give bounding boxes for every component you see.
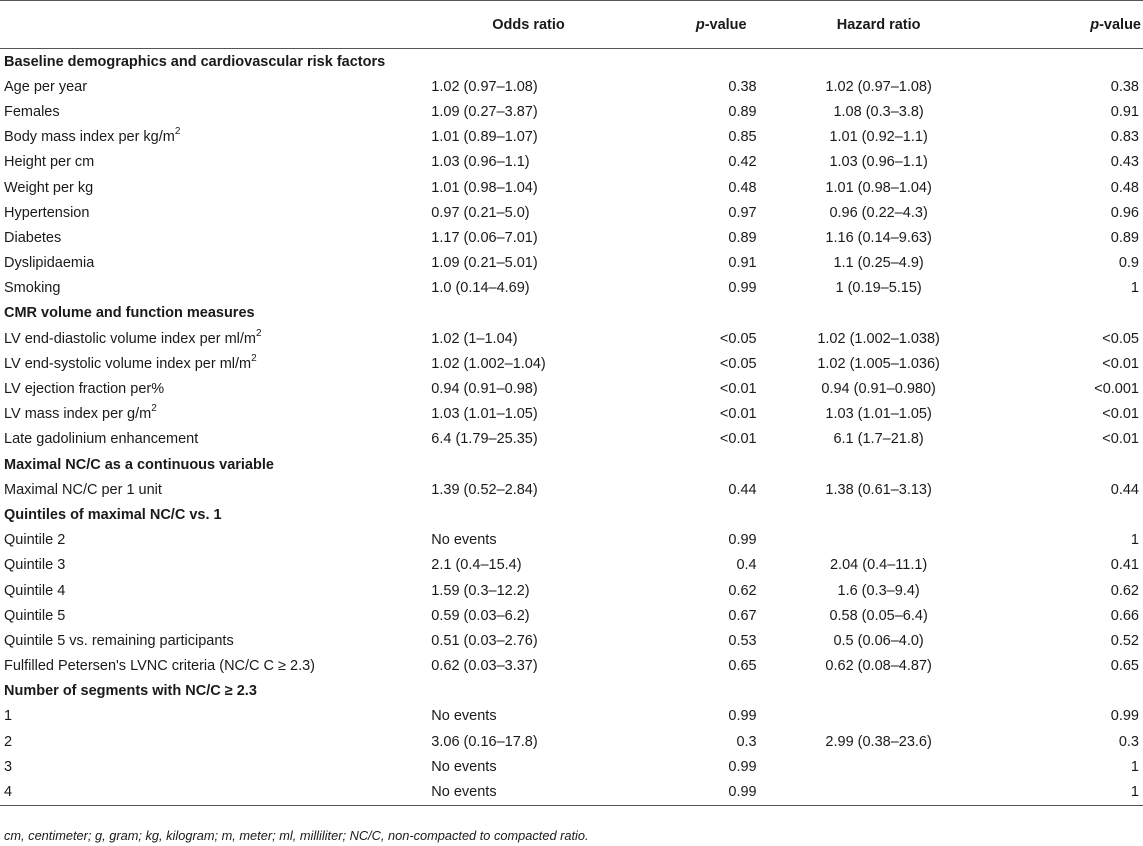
superscript: 2 bbox=[151, 403, 157, 415]
odds-ratio-cell: 1.02 (1–1.04) bbox=[431, 330, 518, 347]
section-heading: Quintiles of maximal NC/C vs. 1 bbox=[4, 506, 222, 523]
section-heading: Maximal NC/C as a continuous variable bbox=[4, 456, 274, 473]
empty-cell bbox=[427, 301, 633, 326]
table-row bbox=[0, 150, 1143, 175]
p-value-hazard-cell: 0.52 bbox=[1110, 632, 1139, 649]
empty-cell bbox=[634, 301, 761, 326]
variable-cell bbox=[0, 427, 427, 452]
table-row bbox=[0, 125, 1143, 150]
p-value-hazard-cell: 0.83 bbox=[1110, 129, 1139, 146]
odds-ratio-cell: 1.01 (0.98–1.04) bbox=[431, 179, 538, 196]
p-value-hazard-cell: <0.01 bbox=[1102, 431, 1139, 448]
p-value-hazard-cell: 0.62 bbox=[1110, 582, 1139, 599]
empty-cell bbox=[761, 679, 997, 704]
variable-label: Height per cm bbox=[4, 154, 95, 171]
section-heading-row bbox=[0, 452, 1143, 477]
empty-cell bbox=[634, 49, 761, 75]
variable-label: LV end-systolic volume index per ml/m bbox=[4, 355, 252, 372]
variable-cell bbox=[0, 603, 427, 628]
variable-label: Fulfilled Petersen's LVNC criteria (NC/C C ≥ 2.3) bbox=[4, 658, 316, 675]
variable-label: LV mass index per g/m bbox=[4, 406, 152, 423]
p-value-hazard-cell: <0.01 bbox=[1102, 355, 1139, 372]
variable-label: Females bbox=[4, 103, 60, 120]
header-row bbox=[0, 1, 1143, 49]
p-suffix: -value bbox=[1099, 16, 1141, 33]
p-suffix: -value bbox=[704, 16, 747, 33]
odds-ratio-cell: 1.09 (0.21–5.01) bbox=[431, 255, 538, 272]
variable-cell bbox=[0, 578, 427, 603]
hazard-ratio-cell: 1 (0.19–5.15) bbox=[835, 280, 922, 297]
hazard-ratio-cell: 1.1 (0.25–4.9) bbox=[833, 255, 924, 272]
hazard-ratio-cell: 0.58 (0.05–6.4) bbox=[829, 607, 928, 624]
p-value-odds-cell: <0.05 bbox=[719, 355, 757, 372]
p-value-hazard-cell: 0.9 bbox=[1118, 255, 1139, 272]
empty-cell bbox=[634, 502, 761, 527]
p-value-hazard-cell: 0.99 bbox=[1110, 708, 1139, 725]
variable-cell bbox=[0, 125, 427, 150]
variable-cell bbox=[0, 326, 427, 351]
variable-label: Body mass index per kg/m bbox=[4, 129, 175, 146]
p-value-hazard-cell: <0.001 bbox=[1094, 381, 1139, 398]
variable-cell bbox=[0, 150, 427, 175]
table-row bbox=[0, 603, 1143, 628]
odds-ratio-cell: 1.17 (0.06–7.01) bbox=[431, 229, 538, 246]
p-value-odds-cell: <0.01 bbox=[719, 406, 757, 423]
p-value-hazard-cell: 0.91 bbox=[1110, 103, 1139, 120]
variable-label: Diabetes bbox=[4, 229, 62, 246]
empty-cell bbox=[427, 452, 633, 477]
p-value-odds-cell: 0.42 bbox=[728, 154, 757, 171]
hazard-ratio-cell: 2.99 (0.38–23.6) bbox=[825, 733, 932, 750]
odds-ratio-cell: 0.59 (0.03–6.2) bbox=[431, 607, 530, 624]
variable-label: Quintile 3 bbox=[4, 557, 66, 574]
odds-ratio-cell: 1.39 (0.52–2.84) bbox=[431, 481, 538, 498]
section-heading-row bbox=[0, 49, 1143, 75]
odds-ratio-cell: No events bbox=[427, 779, 633, 805]
table-row bbox=[0, 225, 1143, 250]
variable-cell bbox=[0, 477, 427, 502]
variable-label: Age per year bbox=[4, 78, 88, 95]
variable-cell bbox=[0, 276, 427, 301]
variable-cell bbox=[0, 528, 427, 553]
odds-ratio-cell: 1.59 (0.3–12.2) bbox=[431, 582, 530, 599]
p-value-hazard-cell: 0.65 bbox=[1110, 658, 1139, 675]
table-row bbox=[0, 427, 1143, 452]
variable-label: Smoking bbox=[4, 280, 61, 297]
empty-cell bbox=[761, 301, 997, 326]
hazard-ratio-cell: 1.01 (0.98–1.04) bbox=[825, 179, 932, 196]
table-footnote: cm, centimeter; g, gram; kg, kilogram; m, meter; ml, milliliter; NC/C, non-compacted to compacted ratio. bbox=[4, 828, 589, 843]
p-value-odds-cell: <0.01 bbox=[719, 431, 757, 448]
variable-label: Weight per kg bbox=[4, 179, 94, 196]
empty-cell bbox=[997, 452, 1143, 477]
hazard-ratio-cell: 1.6 (0.3–9.4) bbox=[837, 582, 920, 599]
variable-cell bbox=[0, 704, 427, 729]
p-value-odds-cell: 0.3 bbox=[736, 733, 757, 750]
variable-cell bbox=[0, 225, 427, 250]
odds-ratio-cell: 0.94 (0.91–0.98) bbox=[431, 381, 538, 398]
p-value-hazard-cell: 0.3 bbox=[1118, 733, 1139, 750]
table-row bbox=[0, 704, 1143, 729]
p-value-odds-cell: 0.44 bbox=[728, 481, 757, 498]
variable-label: Quintile 4 bbox=[4, 582, 66, 599]
table-row bbox=[0, 74, 1143, 99]
table-row bbox=[0, 729, 1143, 754]
superscript: 2 bbox=[251, 353, 257, 365]
table-row bbox=[0, 326, 1143, 351]
empty-cell bbox=[634, 452, 761, 477]
p-value-odds-cell: <0.05 bbox=[719, 330, 757, 347]
hazard-ratio-cell: 1.02 (0.97–1.08) bbox=[825, 78, 932, 95]
variable-label: 1 bbox=[4, 708, 13, 725]
table-row bbox=[0, 477, 1143, 502]
hazard-ratio-cell: 1.03 (0.96–1.1) bbox=[829, 154, 928, 171]
variable-label: Quintile 2 bbox=[4, 532, 66, 549]
section-heading-row bbox=[0, 301, 1143, 326]
header-variable bbox=[0, 1, 427, 49]
p-value-odds-cell: 0.99 bbox=[728, 532, 757, 549]
p-value-odds-cell: 0.89 bbox=[728, 229, 757, 246]
table-row bbox=[0, 402, 1143, 427]
empty-cell bbox=[997, 301, 1143, 326]
p-value-hazard-cell: 0.89 bbox=[1110, 229, 1139, 246]
header-hazard-ratio: Hazard ratio bbox=[761, 1, 997, 49]
variable-label: Quintile 5 vs. remaining participants bbox=[4, 632, 234, 649]
table-row bbox=[0, 779, 1143, 805]
odds-ratio-cell: 0.51 (0.03–2.76) bbox=[431, 632, 538, 649]
empty-cell bbox=[761, 452, 997, 477]
p-value-odds-cell: 0.99 bbox=[728, 280, 757, 297]
p-value-odds-cell: 0.53 bbox=[728, 632, 757, 649]
hazard-ratio-cell: 0.62 (0.08–4.87) bbox=[825, 658, 932, 675]
p-value-hazard-cell: 0.44 bbox=[1110, 481, 1139, 498]
variable-label: 3 bbox=[4, 758, 13, 775]
hazard-ratio-cell bbox=[761, 704, 997, 729]
p-value-odds-cell: 0.38 bbox=[728, 78, 757, 95]
p-value-odds-cell: 0.48 bbox=[728, 179, 757, 196]
odds-ratio-cell: 2.1 (0.4–15.4) bbox=[431, 557, 522, 574]
odds-ratio-cell: 0.97 (0.21–5.0) bbox=[431, 204, 530, 221]
variable-cell bbox=[0, 654, 427, 679]
table-row bbox=[0, 528, 1143, 553]
variable-cell bbox=[0, 251, 427, 276]
section-heading: Baseline demographics and cardiovascular risk factors bbox=[4, 53, 386, 70]
p-value-odds-cell: <0.01 bbox=[719, 381, 757, 398]
odds-ratio-cell: 1.02 (1.002–1.04) bbox=[431, 355, 546, 372]
hazard-ratio-cell: 6.1 (1.7–21.8) bbox=[833, 431, 924, 448]
variable-cell bbox=[0, 402, 427, 427]
empty-cell bbox=[997, 49, 1143, 75]
empty-cell bbox=[997, 679, 1143, 704]
p-value-odds-cell: 0.91 bbox=[728, 255, 757, 272]
table-row bbox=[0, 175, 1143, 200]
hazard-ratio-cell: 1.01 (0.92–1.1) bbox=[829, 129, 928, 146]
hazard-ratio-cell: 1.16 (0.14–9.63) bbox=[825, 229, 932, 246]
p-value-odds-cell: 0.99 bbox=[728, 758, 757, 775]
variable-cell bbox=[0, 754, 427, 779]
p-value-hazard-cell: 0.96 bbox=[1110, 204, 1139, 221]
p-value-odds-cell: 0.97 bbox=[728, 204, 757, 221]
p-value-hazard-cell: 0.43 bbox=[1110, 154, 1139, 171]
p-value-hazard-cell: 0.66 bbox=[1110, 607, 1139, 624]
variable-cell bbox=[0, 200, 427, 225]
variable-cell bbox=[0, 553, 427, 578]
hazard-ratio-cell: 1.03 (1.01–1.05) bbox=[825, 406, 932, 423]
hazard-ratio-cell: 0.94 (0.91–0.980) bbox=[821, 381, 936, 398]
hazard-ratio-cell: 1.08 (0.3–3.8) bbox=[833, 103, 924, 120]
hazard-ratio-cell: 1.02 (1.002–1.038) bbox=[817, 330, 940, 347]
p-value-hazard-cell: 1 bbox=[1130, 532, 1139, 549]
variable-label: Late gadolinium enhancement bbox=[4, 431, 199, 448]
p-value-odds-cell: 0.4 bbox=[736, 557, 757, 574]
variable-cell bbox=[0, 99, 427, 124]
odds-ratio-cell: 1.02 (0.97–1.08) bbox=[431, 78, 538, 95]
p-italic: p bbox=[1090, 16, 1100, 33]
odds-ratio-cell: 1.0 (0.14–4.69) bbox=[431, 280, 530, 297]
p-value-odds-cell: 0.99 bbox=[634, 779, 761, 805]
variable-cell bbox=[0, 729, 427, 754]
p-value-hazard-cell: 0.38 bbox=[1110, 78, 1139, 95]
hazard-ratio-cell: 2.04 (0.4–11.1) bbox=[829, 557, 928, 574]
p-value-odds-cell: 0.67 bbox=[728, 607, 757, 624]
table-row bbox=[0, 351, 1143, 376]
variable-label: 4 bbox=[4, 784, 13, 801]
empty-cell bbox=[997, 502, 1143, 527]
variable-cell bbox=[0, 175, 427, 200]
variable-label: 2 bbox=[4, 733, 13, 750]
empty-cell bbox=[761, 502, 997, 527]
table-row bbox=[0, 628, 1143, 653]
hazard-ratio-cell bbox=[761, 528, 997, 553]
p-value-hazard-cell: <0.01 bbox=[1102, 406, 1139, 423]
odds-ratio-cell: 1.03 (1.01–1.05) bbox=[431, 406, 538, 423]
table-row bbox=[0, 376, 1143, 401]
superscript: 2 bbox=[174, 126, 181, 138]
p-value-odds-cell: 0.89 bbox=[728, 103, 757, 120]
section-heading: CMR volume and function measures bbox=[4, 305, 255, 322]
odds-ratio-cell: 1.01 (0.89–1.07) bbox=[431, 129, 538, 146]
header-p-value-odds bbox=[634, 1, 761, 49]
section-heading-row bbox=[0, 502, 1143, 527]
p-value-hazard-cell: <0.05 bbox=[1102, 330, 1139, 347]
p-value-odds-cell: 0.85 bbox=[728, 129, 757, 146]
table-row bbox=[0, 276, 1143, 301]
odds-ratio-cell: No events bbox=[431, 532, 497, 549]
variable-cell bbox=[0, 351, 427, 376]
table-row bbox=[0, 654, 1143, 679]
section-heading-row bbox=[0, 679, 1143, 704]
table-body bbox=[0, 49, 1143, 806]
p-value-hazard-cell: 0.48 bbox=[1110, 179, 1139, 196]
odds-ratio-cell: 1.03 (0.96–1.1) bbox=[431, 154, 530, 171]
hazard-ratio-cell: 1.02 (1.005–1.036) bbox=[817, 355, 940, 372]
variable-cell bbox=[0, 376, 427, 401]
empty-cell bbox=[761, 49, 997, 75]
empty-cell bbox=[427, 679, 633, 704]
header-odds-ratio: Odds ratio bbox=[427, 1, 633, 49]
hazard-ratio-cell: 1.38 (0.61–3.13) bbox=[825, 481, 932, 498]
table-header bbox=[0, 1, 1143, 49]
variable-label: LV end-diastolic volume index per ml/m bbox=[4, 330, 256, 347]
variable-label: Hypertension bbox=[4, 204, 90, 221]
table-row bbox=[0, 578, 1143, 603]
hazard-ratio-cell: 0.5 (0.06–4.0) bbox=[833, 632, 924, 649]
superscript: 2 bbox=[255, 327, 262, 339]
table-row bbox=[0, 200, 1143, 225]
table-row bbox=[0, 754, 1143, 779]
p-value-hazard-cell: 1 bbox=[1130, 758, 1139, 775]
table-row bbox=[0, 99, 1143, 124]
table-row bbox=[0, 251, 1143, 276]
p-value-hazard-cell: 1 bbox=[997, 779, 1143, 805]
p-value-hazard-cell: 0.41 bbox=[1110, 557, 1139, 574]
variable-cell bbox=[0, 74, 427, 99]
odds-ratio-cell: No events bbox=[431, 708, 497, 725]
p-value-hazard-cell: 1 bbox=[1130, 280, 1139, 297]
variable-label: Quintile 5 bbox=[4, 607, 66, 624]
odds-ratio-cell: 1.09 (0.27–3.87) bbox=[431, 103, 538, 120]
variable-cell bbox=[0, 779, 427, 805]
table-row bbox=[0, 553, 1143, 578]
odds-ratio-cell: 6.4 (1.79–25.35) bbox=[431, 431, 538, 448]
p-value-odds-cell: 0.99 bbox=[728, 708, 757, 725]
p-value-odds-cell: 0.65 bbox=[728, 658, 757, 675]
variable-label: LV ejection fraction per% bbox=[4, 381, 165, 398]
hazard-ratio-cell bbox=[761, 754, 997, 779]
section-heading: Number of segments with NC/C ≥ 2.3 bbox=[4, 683, 257, 700]
p-value-odds-cell: 0.62 bbox=[728, 582, 757, 599]
variable-label: Dyslipidaemia bbox=[4, 255, 95, 272]
hazard-ratio-cell bbox=[761, 779, 997, 805]
variable-cell bbox=[0, 628, 427, 653]
variable-label: Maximal NC/C per 1 unit bbox=[4, 481, 162, 498]
empty-cell bbox=[427, 502, 633, 527]
empty-cell bbox=[427, 49, 633, 75]
empty-cell bbox=[634, 679, 761, 704]
odds-ratio-cell: No events bbox=[431, 758, 497, 775]
odds-ratio-cell: 0.62 (0.03–3.37) bbox=[431, 658, 538, 675]
odds-ratio-cell: 3.06 (0.16–17.8) bbox=[431, 733, 538, 750]
p-italic: p bbox=[695, 16, 705, 33]
header-p-value-hazard bbox=[997, 1, 1143, 49]
hazard-ratio-cell: 0.96 (0.22–4.3) bbox=[829, 204, 928, 221]
